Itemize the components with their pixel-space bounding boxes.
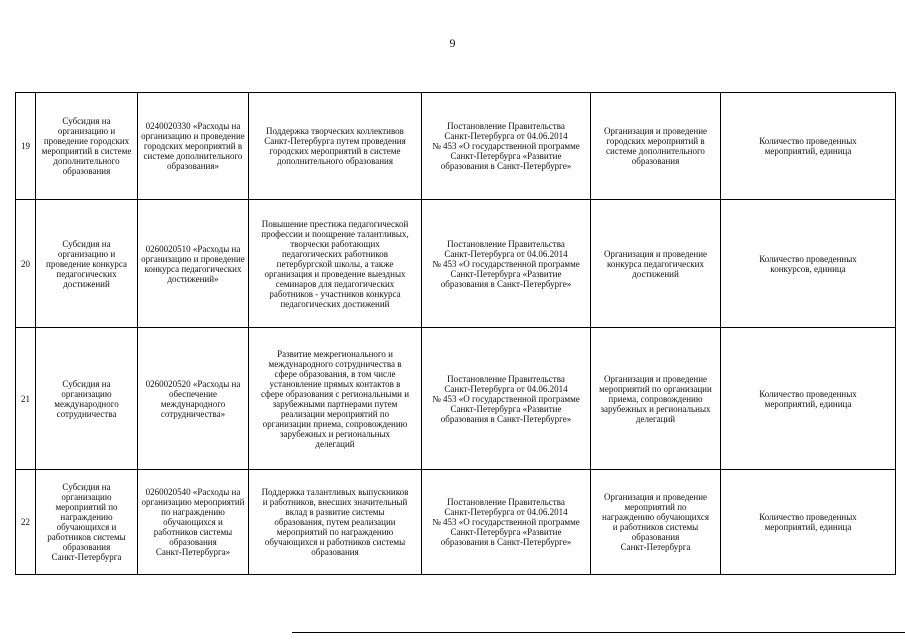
table-row (16, 470, 896, 575)
expected-result: Организация и проведение мероприятий по организации приема, сопровождению зарубежных и региональных делегаций (591, 328, 721, 470)
subsidy-name: Субсидия на организацию и проведение конкурса педагогических достижений (36, 200, 138, 328)
legal-basis: Постановление Правительства Санкт-Петербурга от 04.06.2014 № 453 «О государственной программе Санкт-Петербурга «Развитие образования в Санкт-Петербурге» (422, 93, 591, 200)
result-indicator: Количество проведенных конкурсов, единица (721, 200, 896, 328)
bottom-divider (292, 632, 905, 633)
table-row (16, 93, 896, 200)
legal-basis: Постановление Правительства Санкт-Петербурга от 04.06.2014 № 453 «О государственной программе Санкт-Петербурга «Развитие образования в Санкт-Петербурге» (422, 328, 591, 470)
result-indicator: Количество проведенных мероприятий, единица (721, 93, 896, 200)
expected-result: Организация и проведение мероприятий по награждению обучающихся и работников системы образования Санкт-Петербурга (591, 470, 721, 575)
row-number: 20 (16, 200, 36, 328)
subsidy-purpose: Развитие межрегионального и международного сотрудничества в сфере образования, в том числе установление прямых контактов в сфере образования с региональными и зарубежными партнерами путем реализации мероприятий по организации приема, сопровождению зарубежных и региональных делегаций (249, 328, 422, 470)
row-number: 22 (16, 470, 36, 575)
expected-result: Организация и проведение конкурса педагогических достижений (591, 200, 721, 328)
subsidy-name: Субсидия на организацию международного сотрудничества (36, 328, 138, 470)
expected-result: Организация и проведение городских мероприятий в системе дополнительного образования (591, 93, 721, 200)
subsidy-purpose: Поддержка талантливых выпускников и работников, внесших значительный вклад в развитие системы образования, путем реализации мероприятий по награждению обучающихся и работников системы образования (249, 470, 422, 575)
subsidy-name: Субсидия на организацию мероприятий по награждению обучающихся и работников системы образования Санкт-Петербурга (36, 470, 138, 575)
table-row (16, 200, 896, 328)
legal-basis: Постановление Правительства Санкт-Петербурга от 04.06.2014 № 453 «О государственной программе Санкт-Петербурга «Развитие образования в Санкт-Петербурге» (422, 470, 591, 575)
result-indicator: Количество проведенных мероприятий, единица (721, 470, 896, 575)
table-row (16, 328, 896, 470)
row-number: 21 (16, 328, 36, 470)
subsidy-purpose: Повышение престижа педагогической профессии и поощрение талантливых, творчески работающих педагогических работников петербургской школы, а также организация и проведение выездных семинаров для педагогических работников - участников конкурса педагогических достижений (249, 200, 422, 328)
budget-code: 0260020510 «Расходы на организацию и проведение конкурса педагогических достижений» (138, 200, 249, 328)
budget-code: 0260020520 «Расходы на обеспечение международного сотрудничества» (138, 328, 249, 470)
budget-code: 0260020540 «Расходы на организацию мероприятий по награждению обучающихся и работников системы образования Санкт-Петербурга» (138, 470, 249, 575)
subsidy-purpose: Поддержка творческих коллективов Санкт-Петербурга путем проведения городских мероприятий в системе дополнительного образования (249, 93, 422, 200)
row-number: 19 (16, 93, 36, 200)
page-number: 9 (449, 36, 456, 50)
budget-code: 0240020330 «Расходы на организацию и проведение городских мероприятий в системе дополнительного образования» (138, 93, 249, 200)
subsidy-table (15, 92, 896, 575)
subsidy-name: Субсидия на организацию и проведение городских мероприятий в системе дополнительного образования (36, 93, 138, 200)
legal-basis: Постановление Правительства Санкт-Петербурга от 04.06.2014 № 453 «О государственной программе Санкт-Петербурга «Развитие образования в Санкт-Петербурге» (422, 200, 591, 328)
result-indicator: Количество проведенных мероприятий, единица (721, 328, 896, 470)
